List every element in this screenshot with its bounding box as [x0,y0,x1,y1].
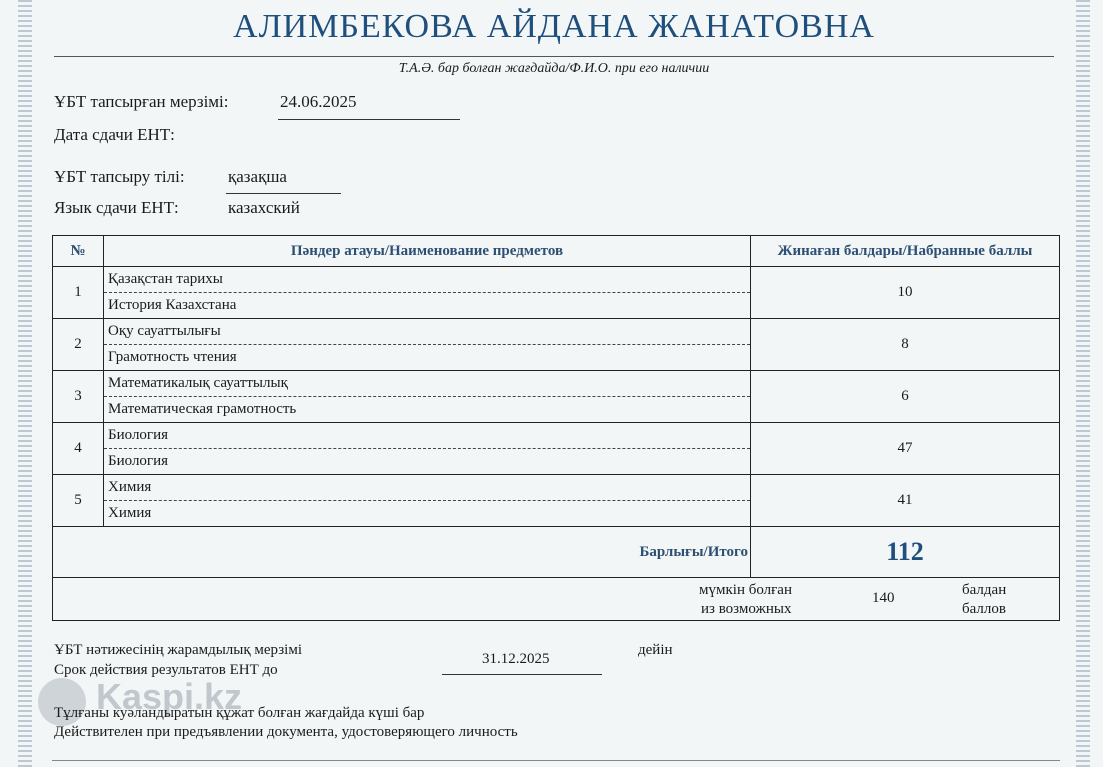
table-row [53,423,1060,475]
footer-note-kk: Тұлғаны куәландыратын құжат болған жағдайда күші бар [54,705,425,721]
table-header [53,236,1060,267]
possible-label-ru: из возможных [701,601,792,617]
subject-kk: Математикалық сауаттылық [104,371,750,397]
points-label-ru: баллов [962,601,1006,617]
subject-cell [104,371,751,423]
subject-kk: Қазақстан тарихы [104,267,750,293]
subject-ru: Грамотность чтения [108,349,237,365]
decorative-border-right [1076,0,1090,767]
header-subject: Пәндер атауы/Наименование предметов [104,236,751,267]
subject-score: 47 [751,423,1060,475]
subject-ru: Химия [108,505,152,521]
header-score: Жинаған балдары/Набранные баллы [751,236,1060,267]
subject-kk: Оқу сауаттылығы [104,319,750,345]
row-number: 1 [53,267,104,319]
possible-label-kk: мүмкін болған [699,582,792,598]
validity-label-kk: ҰБТ нәтижесінің жарамдылық мерзімі [54,642,302,658]
header-no: № [53,236,104,267]
validity-suffix-kk: дейін [638,642,673,658]
table-row [53,319,1060,371]
possible-cell [53,578,1060,621]
subject-score: 6 [751,371,1060,423]
decorative-border-left [18,0,32,767]
subject-ru: История Казахстана [108,297,237,313]
table-row [53,371,1060,423]
subject-kk: Химия [104,475,750,501]
footer-note-ru: Действителен при предъявлении документа, удостоверяющего личность [54,724,518,740]
validity-underline [442,674,602,675]
subject-cell [104,475,751,527]
subject-cell [104,319,751,371]
subject-score: 41 [751,475,1060,527]
language-value-ru: казахский [228,198,300,217]
possible-row [53,578,1060,621]
validity-label-ru: Срок действия результатов ЕНТ до [54,662,278,678]
row-number: 5 [53,475,104,527]
name-underline [54,56,1054,57]
subject-ru: Биология [108,453,169,469]
exam-date-value: 24.06.2025 [280,92,357,111]
exam-date-label-ru: Дата сдачи ЕНТ: [54,125,175,144]
full-name: АЛИМБЕКОВА АЙДАНА ЖАНАТОВНА [233,8,875,45]
language-underline [226,193,341,194]
row-number: 2 [53,319,104,371]
row-number: 4 [53,423,104,475]
subject-kk: Биология [104,423,750,449]
subject-score: 8 [751,319,1060,371]
subject-cell [104,267,751,319]
validity-date: 31.12.2025 [482,651,550,667]
total-label: Барлығы/Итого [53,527,751,578]
total-value: 112 [751,527,1060,578]
language-label-ru: Язык сдачи ЕНТ: [54,198,179,217]
language-value-kk: қазақша [228,167,287,186]
points-label-kk: балдан [962,582,1007,598]
subject-score: 10 [751,267,1060,319]
watermark-brand: Kaspi.kz [96,676,243,717]
subject-cell [104,423,751,475]
language-label-kk: ҰБТ тапсыру тілі: [54,167,185,186]
table-row [53,475,1060,527]
table-row [53,267,1060,319]
exam-date-underline [278,119,460,120]
row-number: 3 [53,371,104,423]
certificate-sheet [34,0,1074,767]
subject-ru: Математическая грамотность [108,401,297,417]
name-caption: Т.А.Ә. бар болған жағдайда/Ф.И.О. при его наличии [398,61,710,76]
possible-value: 140 [872,590,895,606]
exam-date-label-kk: ҰБТ тапсырған мерзімі: [54,92,229,111]
scores-table [52,235,1060,621]
total-row [53,527,1060,578]
bottom-line [52,760,1060,761]
